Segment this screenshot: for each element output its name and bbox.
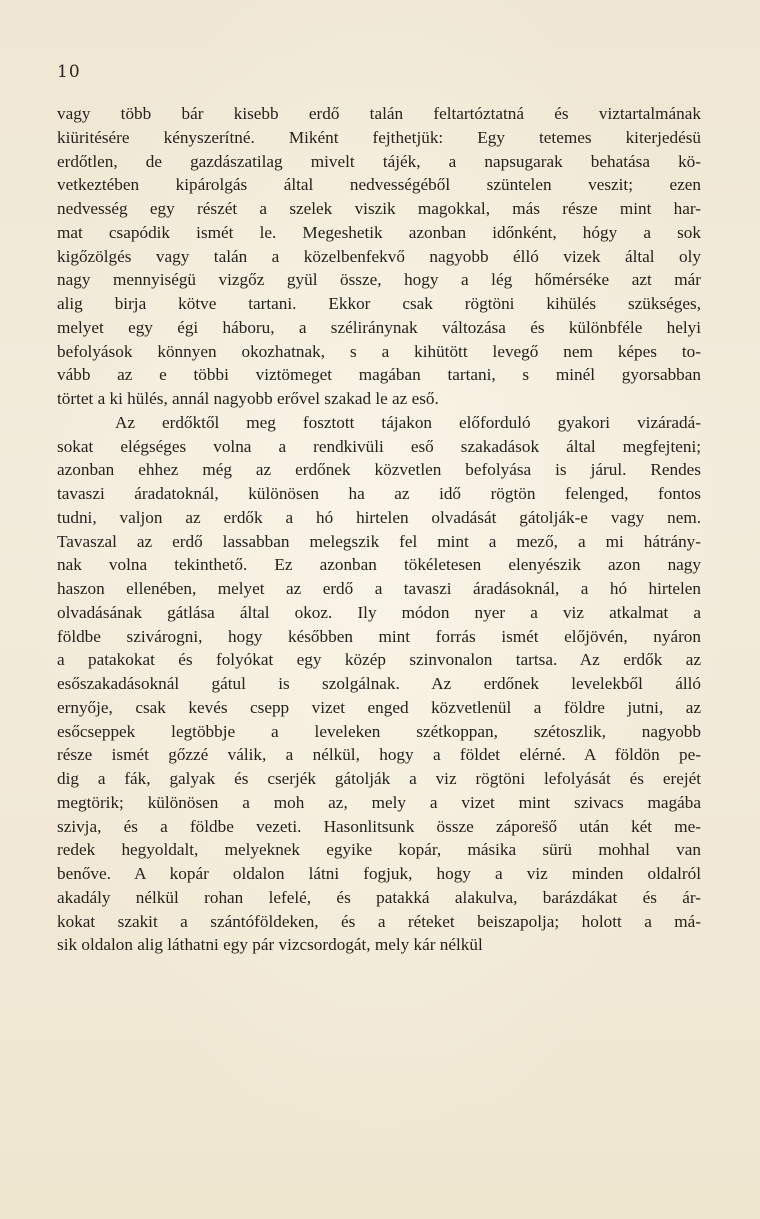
page-number: 10 [57, 62, 81, 82]
text-line: a patakokat és folyókat egy közép szinvonalon tartsa. Az erdők az [57, 650, 701, 670]
paragraph-1 [57, 102, 701, 411]
text-line: redek hegyoldalt, melyeknek egyike kopár, másika sürü mohhal van [57, 840, 701, 860]
text-line: része ismét gőzzé válik, a nélkül, hogy a földet elérné. A földön pe- [57, 745, 701, 765]
text-line: Az erdőktől meg fosztott tájakon előforduló gyakori vizáradá- [115, 412, 701, 432]
text-line: dig a fák, galyak és cserjék gátolják a viz rögtöni lefolyását és erejét [57, 769, 701, 788]
text-line: törtet a ki hülés, annál nagyobb erővel szakad le az eső. [57, 389, 439, 408]
text-line: kiüritésére kényszerítné. Miként fejthetjük: Egy tetemes kiterjedésü [57, 127, 701, 147]
text-line: befolyások könnyen okozhatnak, s a kihütött levegő nem képes to- [57, 341, 701, 361]
text-line: szivja, és a földbe vezeti. Hasonlitsunk össze zápores̈ő után két me- [57, 816, 701, 836]
text-line: benőve. A kopár oldalon látni fogjuk, hogy a viz minden oldalról [57, 864, 701, 883]
text-line: esőcseppek legtöbbje a leveleken szétkoppan, szétoszlik, nagyobb [57, 721, 701, 741]
text-line: melyet egy égi háboru, a széliránynak változása és különbféle helyi [57, 317, 701, 337]
body-text [57, 102, 701, 957]
text-line: kokat szakit a szántóföldeken, és a réteket beiszapolja; holott a má- [57, 911, 701, 931]
text-line: nagy mennyiségü vizgőz gyül össze, hogy a lég hőmérséke azt már [57, 270, 701, 290]
text-line: megtörik; különösen a moh az, mely a vizet mint szivacs magába [57, 792, 701, 812]
text-line: ernyője, csak kevés csepp vizet enged közvetlenül a földre jutni, az [57, 697, 701, 717]
text-line: nedvesség egy részét a szelek viszik magokkal, más része mint har- [57, 199, 701, 218]
text-line: tavaszi áradatoknál, különösen ha az idő rögtön felenged, fontos [57, 484, 701, 503]
paragraph-2 [57, 411, 701, 957]
text-line: haszon ellenében, melyet az erdő a tavaszi áradásoknál, a hó hirtelen [57, 579, 701, 598]
text-line: nak volna tekinthető. Ez azonban tökéletesen elenyészik azon nagy [57, 555, 701, 575]
text-line: tudni, valjon az erdők a hó hirtelen olvadását gátolják-e vagy nem. [57, 507, 701, 527]
text-line: olvadásának gátlása által okoz. Ily módon nyer a viz atkalmat a [57, 602, 701, 622]
text-line: kigőzölgés vagy talán a közelbenfekvő nagyobb élló vizek által oly [57, 246, 701, 266]
text-line: mat csapódik ismét le. Megeshetik azonban időnként, hógy a sok [57, 222, 701, 242]
text-line: erdőtlen, de gazdászatilag mivelt tájék, a napsugarak behatása kö- [57, 151, 701, 171]
text-line: sokat elégséges volna a rendkivüli eső szakadások által megfejteni; [57, 436, 701, 456]
text-line: vagy több bár kisebb erdő talán feltartóztatná és viztartalmának [57, 104, 701, 123]
text-line: sik oldalon alig láthatni egy pár vizcsordogát, mely kár nélkül [57, 935, 483, 955]
text-line: vább az e többi viztömeget magában tartani, s minél gyorsabban [57, 365, 701, 385]
text-line: akadály nélkül rohan lefelé, és patakká alakulva, barázdákat és ár- [57, 887, 701, 907]
text-line: Tavaszal az erdő lassabban melegszik fel mint a mező, a mi hátrány- [57, 531, 701, 551]
text-line: földbe szivárogni, hogy későbben mint forrás ismét előjövén, nyáron [57, 626, 701, 646]
text-line: esőszakadásoknál gátul is szolgálnak. Az erdőnek levelekből álló [57, 674, 701, 693]
text-line: azonban ehhez még az erdőnek közvetlen befolyása is járul. Rendes [57, 460, 701, 480]
text-line: vetkeztében kipárolgás által nedvességéből szüntelen veszit; ezen [57, 175, 701, 195]
text-line: alig birja kötve tartani. Ekkor csak rögtöni kihülés szükséges, [57, 294, 701, 313]
